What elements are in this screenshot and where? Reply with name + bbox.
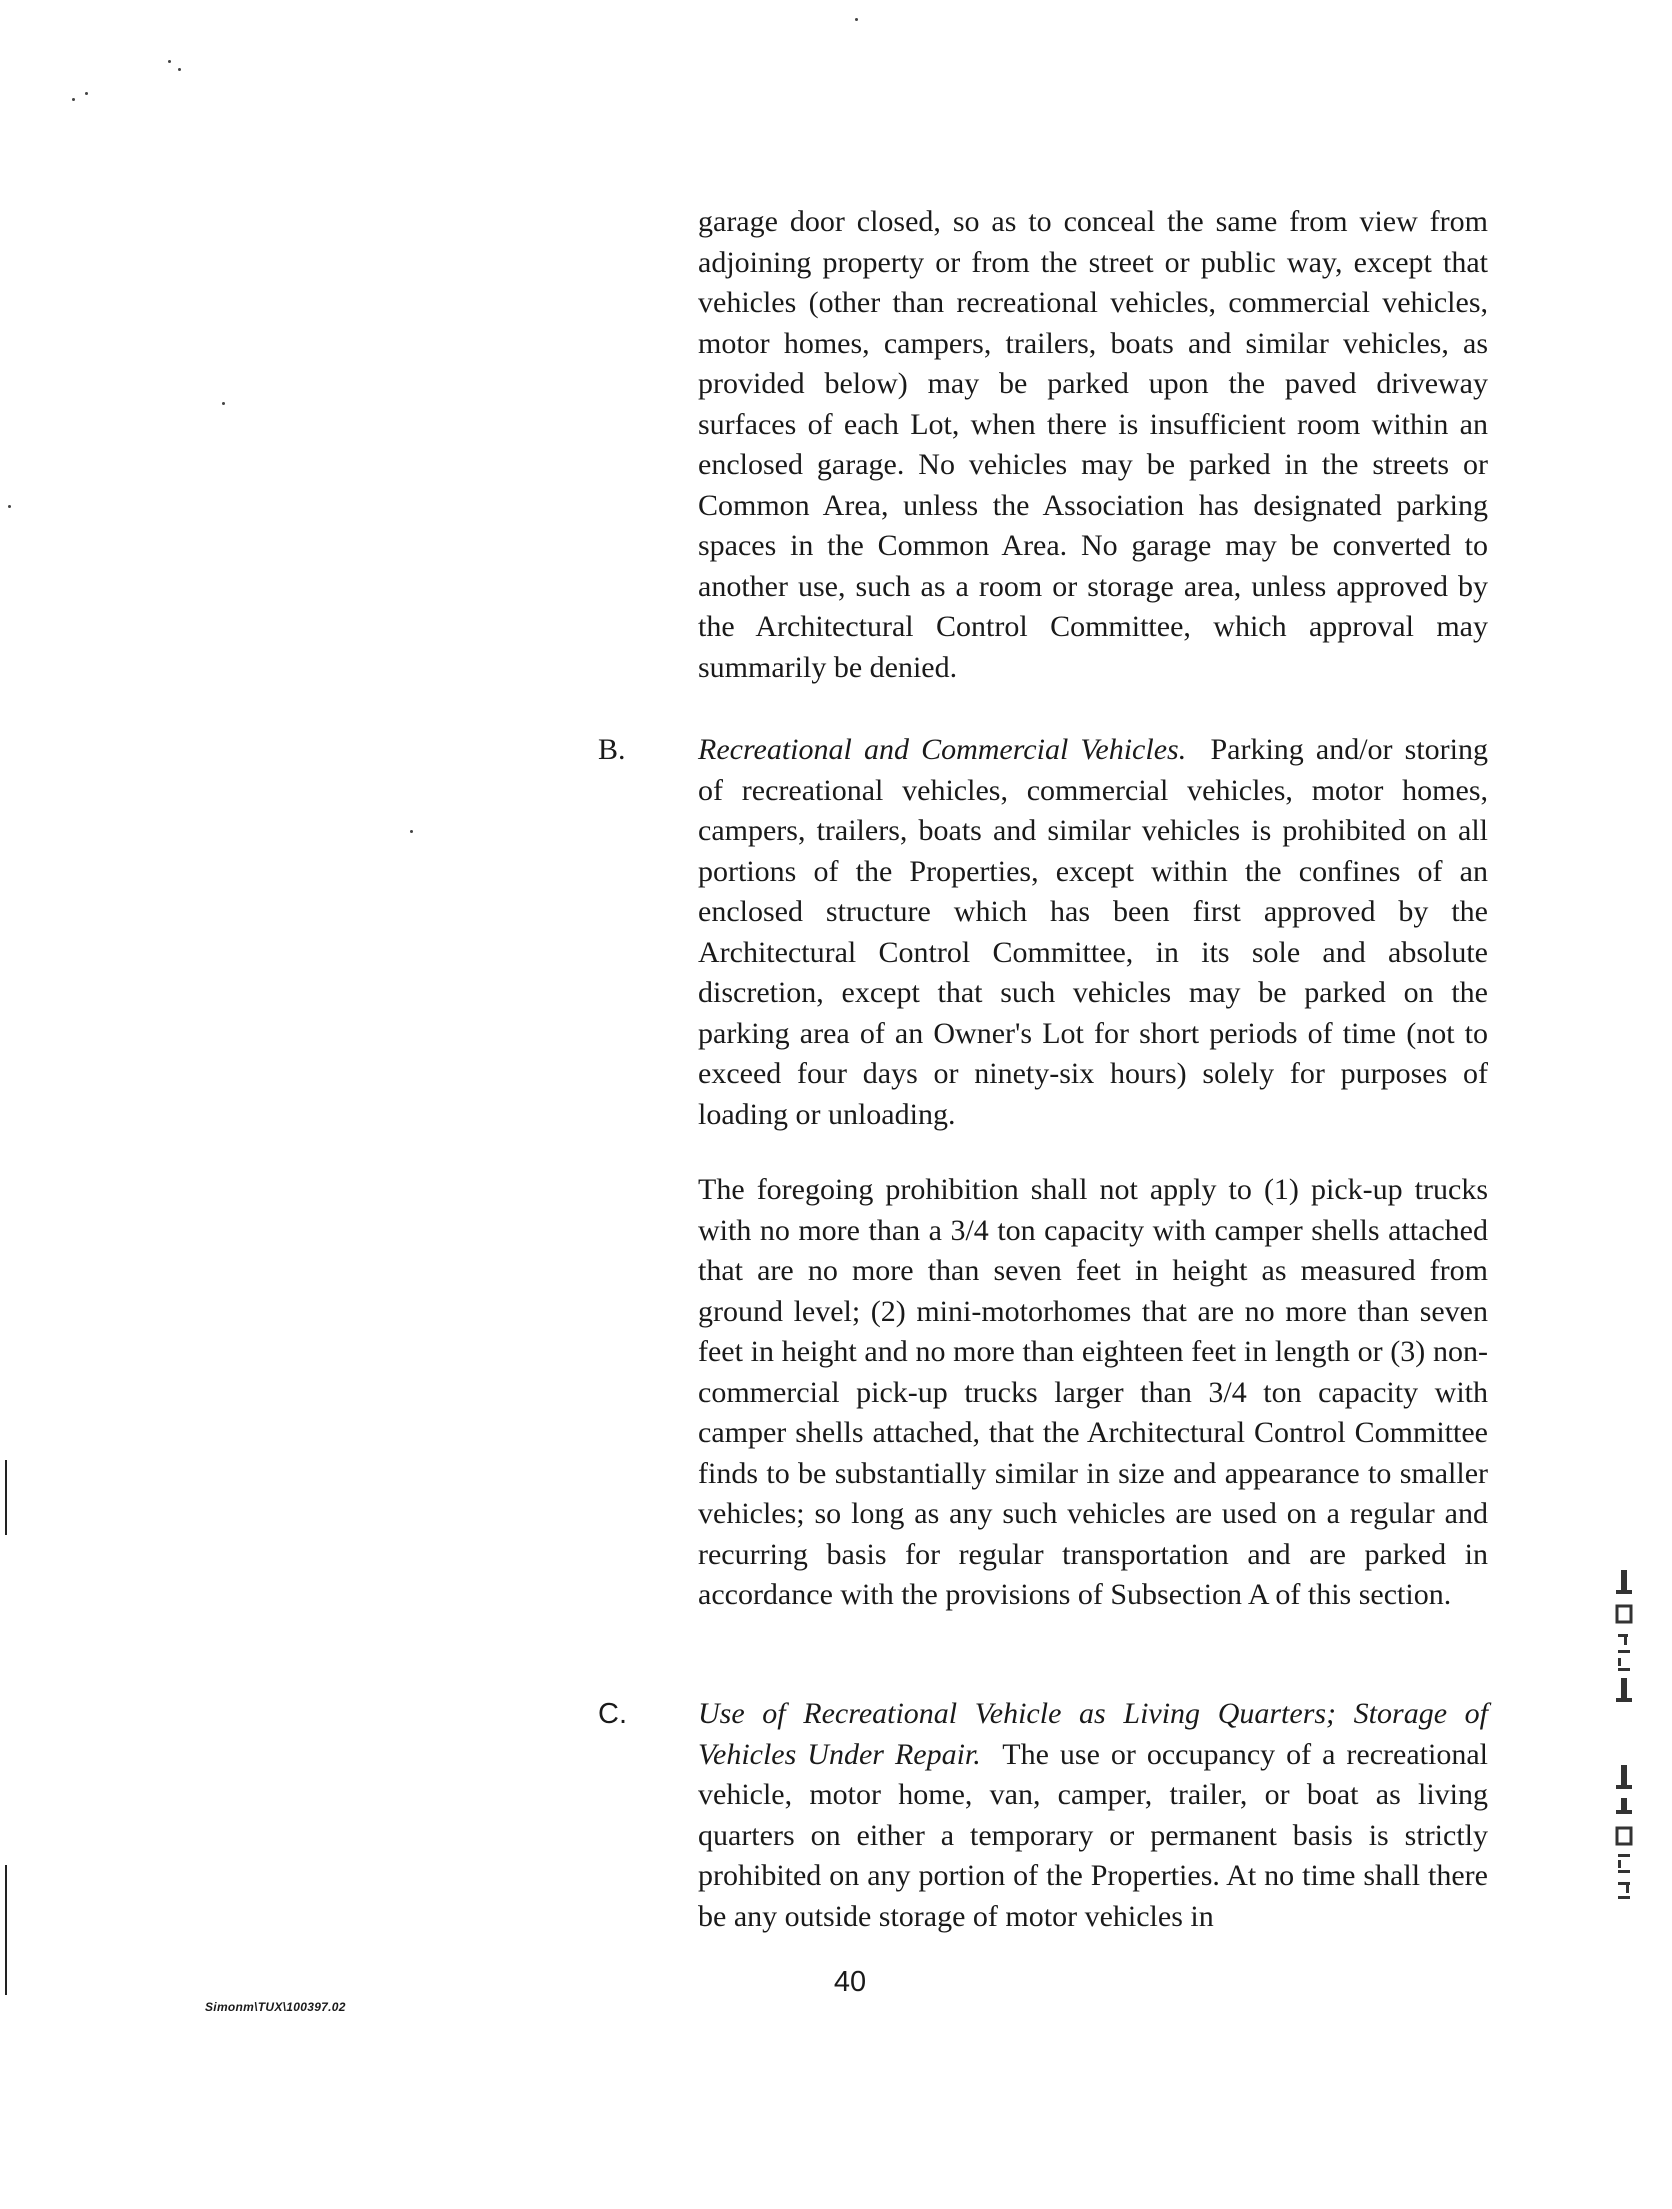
scan-speck [72,98,75,101]
section-b-heading: Recreational and Commercial Vehicles. [698,733,1187,766]
section-b-body: Parking and/or storing of recreational vehicles, commercial vehicles, motor homes, campers, trailers, boats and similar vehicles is prohibited on all portions of the Properties, except within the confines of an enclosed structure which has been first approved by the Architectural Control Committee, in its sole and absolute discretion, except that such vehicles may be parked on the parking area of an Owner's Lot for short periods of time (not to exceed four days or ninety-six hours) solely for purposes of loading or unloading. [698,733,1488,1131]
section-b-paragraph [698,730,1488,1135]
section-c-body: The use or occupancy of a recreational vehicle, motor home, van, camper, trailer, or boat as living quarters on either a temporary or permanent basis is strictly prohibited on any portion of the Properties. At no time shall there be any outside storage of motor vehicles in [698,1737,1488,1933]
section-c-label: C. [598,1698,627,1730]
section-c-heading: Use of Recreational Vehicle as Living Quarters; Storage of Vehicles Under Repair. [698,1697,1488,1771]
footer-file-code: Simonm\TUX\100397.02 [205,2000,346,2014]
section-b-paragraph-2: The foregoing prohibition shall not apply to (1) pick-up trucks with no more than a 3/4 ton capacity with camper shells attached that are no more than seven feet in height as measured from ground level; (2) mini-motorhomes that are no more than seven feet in height and no more than eighteen feet in length or (3) non-commercial pick-up trucks larger than 3/4 ton capacity with camper shells attached, that the Architectural Control Committee finds to be substantially similar in size and appearance to smaller vehicles; so long as any such vehicles are used on a regular and recurring basis for regular transportation and are parked in accordance with the provisions of Subsection A of this section. [698,1173,1488,1611]
scan-speck [222,402,225,405]
continuation-paragraph: garage door closed, so as to conceal the same from view from adjoining property or from the street or public way, except that vehicles (other than recreational vehicles, commercial vehicles, motor homes, campers, trailers, boats and similar vehicles, as provided below) may be parked upon the paved driveway surfaces of each Lot, when there is insufficient room within an enclosed garage. No vehicles may be parked in the streets or Common Area, unless the Association has designated parking spaces in the Common Area. No garage may be converted to another use, such as a room or storage area, unless approved by the Architectural Control Committee, which approval may summarily be denied. [698,205,1488,684]
section-c-paragraph [698,1694,1488,1937]
recording-stamp-mark [1606,1570,1646,1940]
page-number: 40 [833,1966,867,1998]
scan-speck [410,830,413,833]
left-margin-scan-line [5,1865,7,1995]
scan-speck [178,68,181,71]
scan-speck [8,505,11,508]
scan-speck [168,60,171,63]
section-b-label: B. [598,733,626,766]
left-margin-scan-line [5,1460,7,1535]
scan-speck [855,18,858,21]
scan-speck [85,92,88,95]
